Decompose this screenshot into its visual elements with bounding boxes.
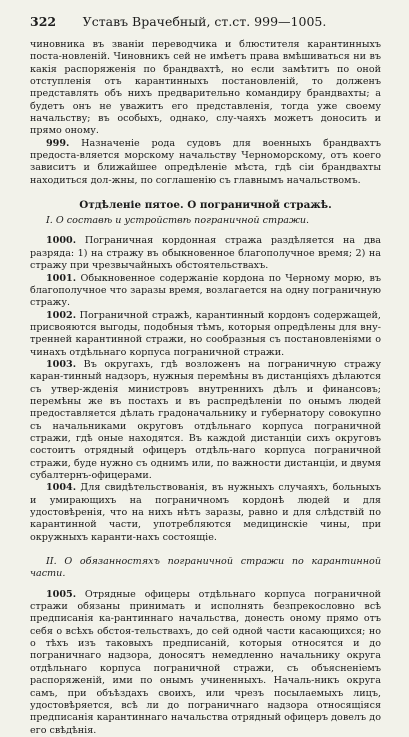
paragraph-text: Отрядные офицеры отдѣльнаго корпуса пограничной стражи обязаны принимать и исполнять безпрекословно всѣ предписанія ка-рантиннаго начальства, донесть оному прямо отъ себя о всѣхъ обстоя-тельствахъ, до сей одной части касающихся; но о тѣхъ изъ таковыхъ предписаній, которыя относятся и до пограничнаго надзора, доносятъ немедленно начальнику округа отдѣльнаго корпуса пограничной стражи, съ объясненіемъ распоряженій, ими по онымъ учиненныхъ. Началь-никъ округа самъ, при объѣздахъ своихъ, или чрезъ посылаемыхъ лицъ, удостовѣряется, всѣ ли до пограничнаго надзора относящіяся предписанія карантиннаго начальства отрядный офицеръ довелъ до его свѣдѣнія. xyxy=(30,588,381,736)
paragraph-1004 xyxy=(30,482,381,544)
paragraph-text: Для свидѣтельствованія, въ нужныхъ случаяхъ, больныхъ и умирающихъ на пограничномъ кордонѣ людей и для удостовѣренія, что на нихъ нѣтъ заразы, равно и для слѣдствій по карантинной части, употребляются медицинскіе чины, при окружныхъ каранти-нахъ состоящіе. xyxy=(30,482,381,543)
paragraph-text: Пограничной стражѣ, карантинный кордонъ содержащей, присвояются выгоды, подобныя тѣмъ, которыя опредѣлены для вну-тренней карантинной стражи, но сообразныя съ постановленіями о чинахъ отдѣльнаго корпуса пограничной стражи. xyxy=(30,309,381,358)
paragraph-text: Обыкновенное содержаніе кордона по Черному морю, въ благополучное что заразы время, возлагается на одну пограничную стражу. xyxy=(30,272,381,309)
article-number: 999. xyxy=(46,137,70,149)
page-body xyxy=(30,39,381,737)
paragraph-text: Въ округахъ, гдѣ возложенъ на пограничную стражу каран-тинный надзоръ, нужныя перемѣны въ дистанціяхъ дѣлаются съ утвер-жденія министровъ внутреннихъ дѣлъ и финансовъ; перемѣны же въ постахъ и въ распредѣленіи по онымъ людей предоставляется дѣлать градоначальнику и губернатору совокупно съ начальниками округовъ отдѣльнаго корпуса пограничной стражи, гдѣ оные находятся. Въ каждой дистанціи сихъ округовъ состоитъ отрядный офицеръ отдѣль-наго корпуса пограничной стражи, буде нужно съ однимъ или, по важности дистанціи, и двумя субалтернъ-офицерами. xyxy=(30,358,381,481)
page-number: 322 xyxy=(30,14,57,29)
article-number: 1003. xyxy=(46,358,77,370)
section-subtitle: I. О составѣ и устройствѣ пограничной стражи. xyxy=(46,215,310,227)
article-number: 1005. xyxy=(46,588,77,600)
section-title: Отдѣленіе пятое. О пограничной стражѣ. xyxy=(79,199,332,212)
paragraph-text: Пограничная кордонная стража раздѣляется на два разряда: 1) на стражу въ обыкновенное благополучное время; 2) на стражу при чрезвычайныхъ обстоятельствахъ. xyxy=(30,235,381,272)
section-subtitle-2: II. О обязанностяхъ пограничной стражи по карантинной части. xyxy=(30,556,381,580)
paragraph-text: Назначеніе рода судовъ для военныхъ брандвахтъ предоста-вляется морскому начальству Черноморскому, отъ коего зависитъ и ближайшее опредѣленіе мѣста, гдѣ сіи брандвахты находиться дол-жны, по соглашенію съ главнымъ начальствомъ. xyxy=(30,137,381,186)
page-header xyxy=(30,14,379,29)
paragraph-1003 xyxy=(30,359,381,482)
article-number: 1002. xyxy=(46,309,77,321)
paragraph-999 xyxy=(30,138,381,187)
running-title: Уставъ Врачебный, ст.ст. 999—1005. xyxy=(82,14,327,29)
paragraph xyxy=(30,39,381,138)
paragraph-1002 xyxy=(30,310,381,359)
paragraph-1005 xyxy=(30,589,381,737)
article-number: 1001. xyxy=(46,272,77,284)
paragraph-1001 xyxy=(30,273,381,310)
article-number: 1000. xyxy=(46,235,77,247)
paragraph-1000 xyxy=(30,235,381,272)
paragraph-text: чиновника въ званіи переводчика и блюстителя карантинныхъ поста-новленій. Чиновникъ сей не имѣетъ права вмѣшиваться ни въ какія распоряженія по брандвахтѣ, но если замѣтитъ по оной отступленія отъ карантинныхъ постановленій, то долженъ представлять объ нихъ предварительно командиру брандвахты; а будетъ онъ не уважитъ его представленія, тогда уже своему начальству; въ особыхъ, однако, слу-чаяхъ можетъ доносить и прямо оному. xyxy=(30,39,381,137)
article-number: 1004. xyxy=(46,482,77,494)
